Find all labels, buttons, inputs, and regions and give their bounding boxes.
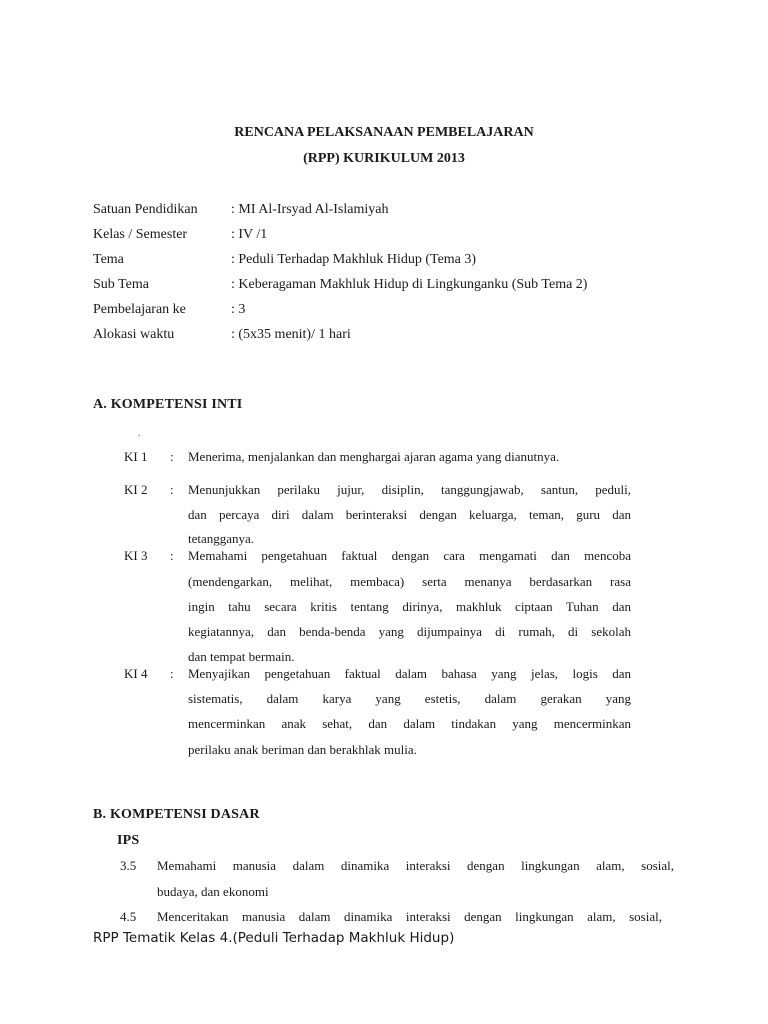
ki-text-line: kegiatannya, dan benda-benda yang dijumpainya di rumah, di sekolah: [188, 624, 631, 639]
subject-heading: IPS: [117, 833, 140, 848]
identity-label: Satuan Pendidikan: [93, 202, 198, 217]
identity-label: Kelas / Semester: [93, 227, 188, 242]
ki-colon: :: [170, 666, 174, 681]
ki-text-line: Memahami pengetahuan faktual dengan cara mengamati dan mencoba: [188, 548, 631, 563]
kd-text-line: Memahami manusia dalam dinamika interaksi dengan lingkungan alam, sosial,: [157, 858, 674, 873]
ki-text-line: Menerima, menjalankan dan menghargai ajaran agama yang dianutnya.: [188, 449, 560, 464]
identity-label: Pembelajaran ke: [93, 302, 186, 317]
identity-value: : (5x35 menit)/ 1 hari: [231, 327, 351, 342]
ki-code: KI 2: [124, 482, 148, 497]
identity-value: : MI Al-Irsyad Al-Islamiyah: [231, 202, 389, 217]
section-b-heading: B. KOMPETENSI DASAR: [93, 807, 260, 822]
ki-text-line: mencerminkan anak sehat, dan dalam tindakan yang mencerminkan: [188, 716, 631, 731]
kd-text-line: Menceritakan manusia dalam dinamika interaksi dengan lingkungan alam, sosial,: [157, 909, 662, 924]
identity-label: Tema: [93, 252, 124, 267]
page-footer: RPP Tematik Kelas 4.(Peduli Terhadap Makhluk Hidup): [93, 930, 455, 946]
identity-label: Sub Tema: [93, 277, 149, 292]
ki-colon: :: [170, 482, 174, 497]
ki-text-line: Menunjukkan perilaku jujur, disiplin, tanggungjawab, santun, peduli,: [188, 482, 631, 497]
ki-text-line: tetangganya.: [188, 531, 255, 546]
kd-number: 4.5: [120, 909, 137, 924]
identity-value: : Keberagaman Makhluk Hidup di Lingkunganku (Sub Tema 2): [231, 277, 588, 292]
document-title: RENCANA PELAKSANAAN PEMBELAJARAN: [234, 125, 534, 140]
ki-text-line: (mendengarkan, melihat, membaca) serta menanya berdasarkan rasa: [188, 574, 631, 589]
identity-value: : Peduli Terhadap Makhluk Hidup (Tema 3): [231, 252, 477, 267]
document-subtitle: (RPP) KURIKULUM 2013: [303, 151, 465, 166]
ki-code: KI 4: [124, 666, 148, 681]
ki-text-line: dan tempat bermain.: [188, 649, 295, 664]
ki-code: KI 3: [124, 548, 148, 563]
ki-text-line: Menyajikan pengetahuan faktual dalam bahasa yang jelas, logis dan: [188, 666, 631, 681]
section-a-heading: A. KOMPETENSI INTI: [93, 397, 243, 412]
identity-value: : IV /1: [231, 227, 268, 242]
ki-colon: :: [170, 449, 174, 464]
ki-text-line: sistematis, dalam karya yang estetis, dalam gerakan yang: [188, 691, 631, 706]
identity-value: : 3: [231, 302, 246, 317]
ki-colon: :: [170, 548, 174, 563]
ki-text-line: perilaku anak beriman dan berakhlak mulia.: [188, 742, 417, 757]
ki-code: KI 1: [124, 449, 148, 464]
kd-number: 3.5: [120, 858, 137, 873]
kd-text-line: budaya, dan ekonomi: [157, 884, 269, 899]
identity-label: Alokasi waktu: [93, 327, 175, 342]
ki-text-line: dan percaya diri dalam berinteraksi dengan keluarga, teman, guru dan: [188, 507, 631, 522]
stray-mark: .: [138, 428, 141, 439]
ki-text-line: ingin tahu secara kritis tentang dirinya, makhluk ciptaan Tuhan dan: [188, 599, 631, 614]
